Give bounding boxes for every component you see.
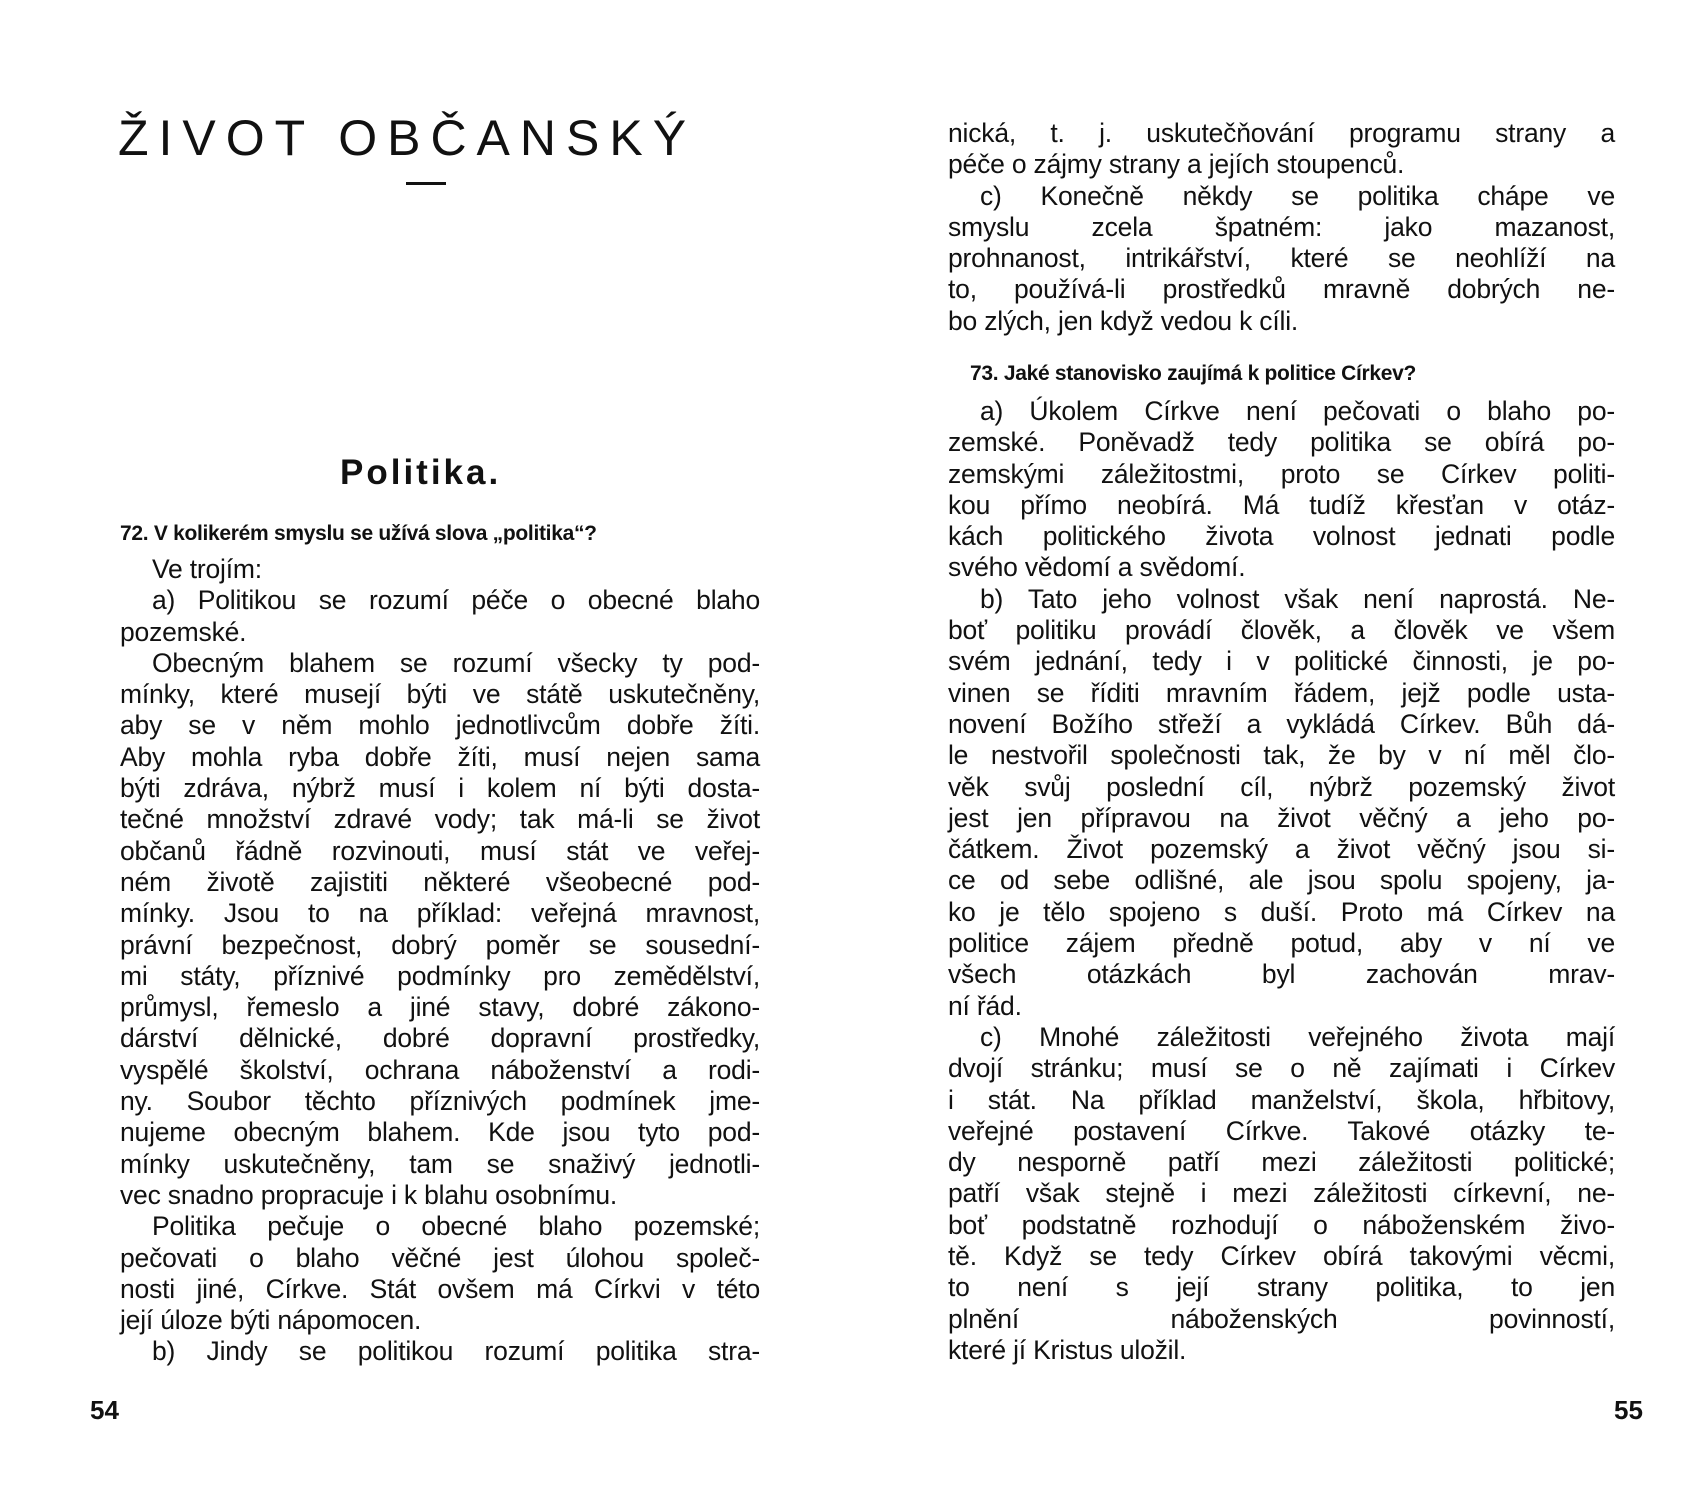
text-line: i stát. Na příklad manželství, škola, hřbitovy, <box>948 1084 1615 1115</box>
text-line: zemskými záležitostmi, proto se Církev politi- <box>948 458 1615 489</box>
text-line: aby se v něm mohlo jednotlivcům dobře žíti. <box>120 710 760 741</box>
page-number-right: 55 <box>1614 1395 1643 1425</box>
text-line: Obecným blahem se rozumí všecky ty pod- <box>152 647 760 678</box>
text-line: všech otázkách byl zachován mrav- <box>948 959 1615 990</box>
text-line: Aby mohla ryba dobře žíti, musí nejen sama <box>120 741 760 772</box>
text-line: prohnanost, intrikářství, které se neohlíží na <box>948 243 1615 274</box>
text-line: průmysl, řemeslo a jiné stavy, dobré zákono- <box>120 992 760 1023</box>
text-line: které jí Kristus uložil. <box>948 1334 1187 1365</box>
text-line: dy nesporně patří mezi záležitosti politické; <box>948 1147 1615 1178</box>
text-line: jest jen přípravou na život věčný a jeho po- <box>948 802 1615 833</box>
text-line: novení Božího střeží a vykládá Církev. Bůh dá- <box>948 708 1615 739</box>
text-line: býti zdráva, nýbrž musí i kolem ní býti dosta- <box>120 773 760 804</box>
text-line: její úloze býti nápomocen. <box>120 1305 422 1336</box>
right-body-text-top <box>948 118 1615 337</box>
text-line: boť politiku provádí člověk, a člověk ve všem <box>948 615 1615 646</box>
text-line: nujeme obecným blahem. Kde jsou tyto pod- <box>120 1117 760 1148</box>
text-line: patří však stejně i mezi záležitosti církevní, ne- <box>948 1178 1615 1209</box>
text-line: mínky. Jsou to na příklad: veřejná mravnost, <box>120 898 760 929</box>
text-line: právní bezpečnost, dobrý poměr se sousední- <box>120 929 760 960</box>
text-line: le nestvořil společnosti tak, že by v ní měl člo- <box>948 740 1615 771</box>
title-rule <box>406 182 446 185</box>
text-line: Ve trojím: <box>152 554 262 584</box>
text-line: politice zájem předně potud, aby v ní ve <box>948 928 1615 959</box>
section-title: Politika. <box>340 453 502 492</box>
text-line: pečovati o blaho věčné jest úlohou společ- <box>120 1242 760 1273</box>
text-line: nická, t. j. uskutečňování programu strany a <box>948 118 1615 148</box>
text-line: bo zlých, jen když vedou k cíli. <box>948 305 1299 336</box>
text-line: a) Politikou se rozumí péče o obecné blaho <box>152 585 760 616</box>
right-body-text-bottom <box>948 396 1615 1366</box>
text-line: dárství dělnické, dobré dopravní prostředky, <box>120 1023 760 1054</box>
page-number-left: 54 <box>90 1395 119 1425</box>
text-line: c) Konečně někdy se politika chápe ve <box>980 180 1615 211</box>
text-line: ce od sebe odlišné, ale jsou spolu spojeny, ja- <box>948 865 1615 896</box>
text-line: péče o zájmy strany a jejích stoupenců. <box>948 149 1405 180</box>
text-line: dvojí stránku; musí se o ně zajímati i Církev <box>948 1053 1615 1084</box>
text-line: zemské. Poněvadž tedy politika se obírá po- <box>948 427 1615 458</box>
text-line: tečné množství zdravé vody; tak má-li se život <box>120 804 760 835</box>
right-page <box>846 0 1692 1500</box>
text-line: a) Úkolem Církve není pečovati o blaho po- <box>980 396 1615 426</box>
question-72: 72. V kolikerém smyslu se užívá slova „politika“? <box>120 522 597 545</box>
text-line: věk svůj poslední cíl, nýbrž pozemský život <box>948 771 1615 802</box>
text-line: kách politického života volnost jednati podle <box>948 521 1615 552</box>
text-line: vyspělé školství, ochrana náboženství a rodi- <box>120 1054 760 1085</box>
text-line: mi státy, příznivé podmínky pro zemědělství, <box>120 960 760 991</box>
text-line: ném životě zajistiti některé všeobecné pod- <box>120 866 760 897</box>
text-line: to, používá-li prostředků mravně dobrých ne- <box>948 274 1615 305</box>
text-line: svém jednání, tedy i v politické činnosti, je po- <box>948 646 1615 677</box>
text-line: mínky, které musejí býti ve státě uskutečněny, <box>120 679 760 710</box>
text-line: pozemské. <box>120 616 247 647</box>
text-line: vinen se říditi mravním řádem, jejž podle usta- <box>948 677 1615 708</box>
text-line: tě. Když se tedy Církev obírá takovými věcmi, <box>948 1241 1615 1272</box>
left-body-text <box>120 554 760 1368</box>
text-line: mínky uskutečněny, tam se snaživý jednotli- <box>120 1148 760 1179</box>
chapter-title: ŽIVOT OBČANSKÝ <box>118 110 697 166</box>
text-line: b) Jindy se politikou rozumí politika stra- <box>152 1336 760 1367</box>
text-line: b) Tato jeho volnost však není naprostá. Ne- <box>980 583 1615 614</box>
text-line: veřejné postavení Církve. Takové otázky te- <box>948 1115 1615 1146</box>
text-line: to není s její strany politika, to jen <box>948 1272 1615 1303</box>
text-line: ko je tělo spojeno s duší. Proto má Církev na <box>948 896 1615 927</box>
text-line: čátkem. Život pozemský a život věčný jsou si- <box>948 834 1615 865</box>
text-line: boť podstatně rozhodují o náboženském živo- <box>948 1209 1615 1240</box>
text-line: svého vědomí a svědomí. <box>948 552 1246 583</box>
text-line: občanů řádně rozvinouti, musí stát ve veřej- <box>120 835 760 866</box>
text-line: plnění náboženských povinností, <box>948 1303 1615 1334</box>
text-line: Politika pečuje o obecné blaho pozemské; <box>152 1211 760 1242</box>
text-line: smyslu zcela špatném: jako mazanost, <box>948 211 1615 242</box>
text-line: ny. Soubor těchto příznivých podmínek jme- <box>120 1086 760 1117</box>
question-73: 73. Jaké stanovisko zaujímá k politice Církev? <box>970 362 1417 385</box>
text-line: kou přímo neobírá. Má tudíž křesťan v otáz- <box>948 489 1615 520</box>
text-line: ní řád. <box>948 990 1022 1021</box>
text-line: nosti jiné, Církve. Stát ovšem má Církvi v této <box>120 1273 760 1304</box>
text-line: c) Mnohé záležitosti veřejného života mají <box>980 1021 1615 1052</box>
text-line: vec snadno propracuje i k blahu osobnímu. <box>120 1179 618 1210</box>
